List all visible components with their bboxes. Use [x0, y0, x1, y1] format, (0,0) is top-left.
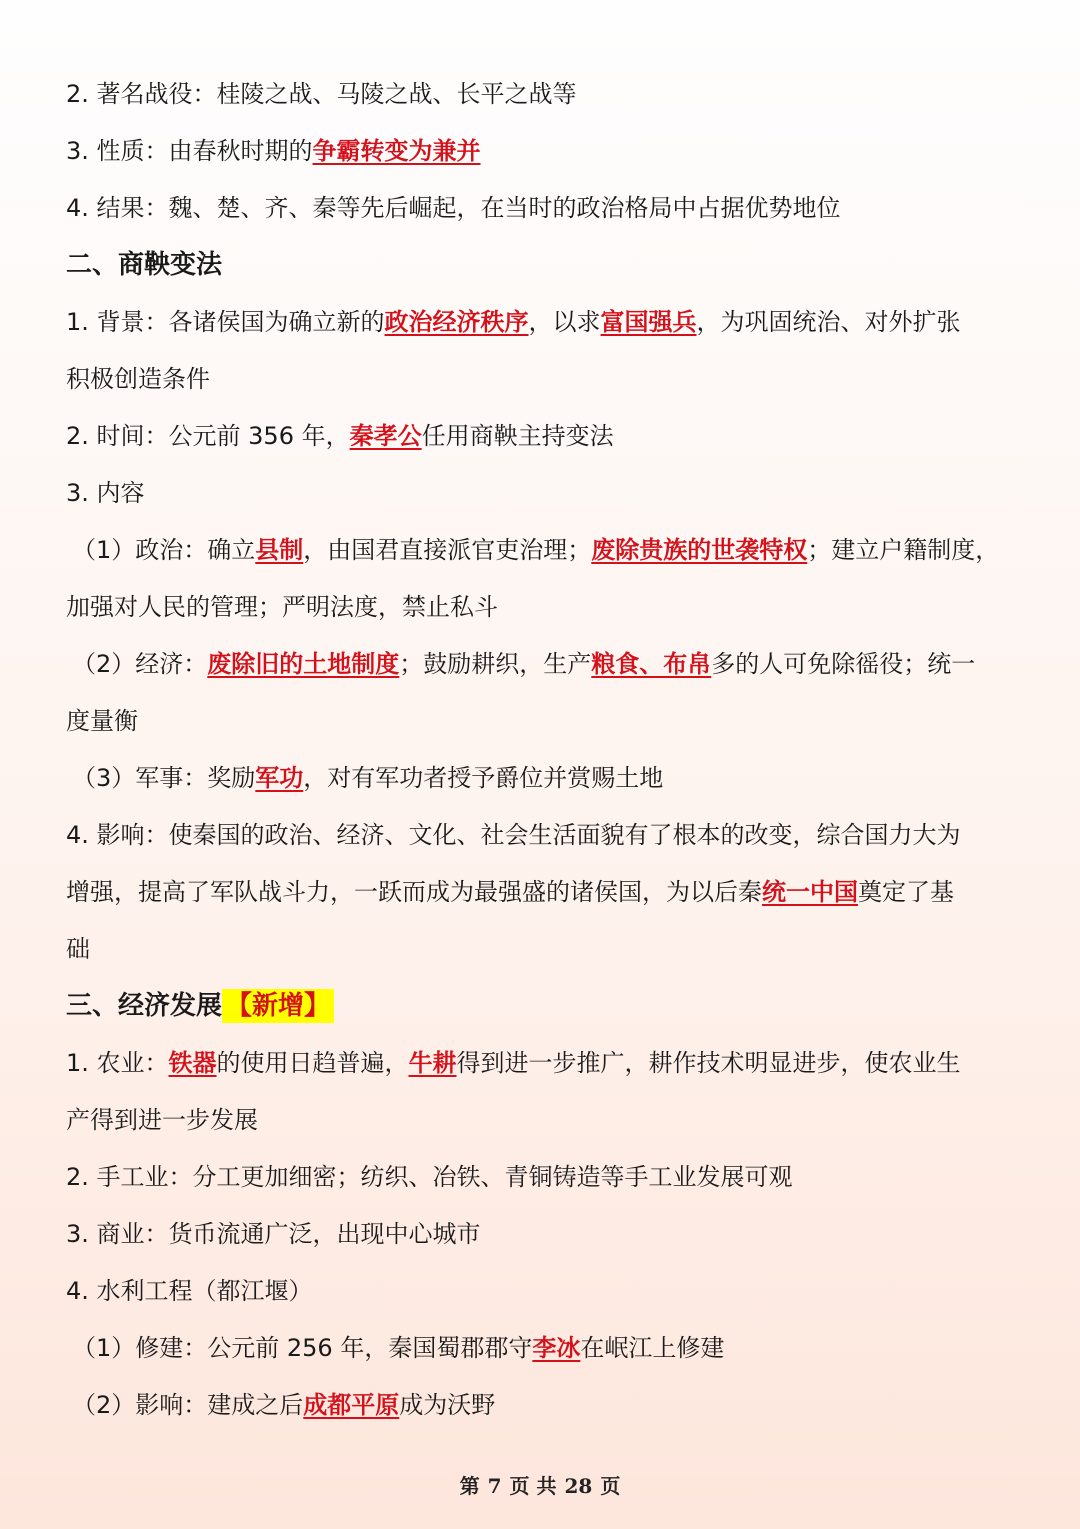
key-term: 李冰	[532, 1334, 581, 1362]
page-total: 28	[564, 1474, 593, 1498]
text-line: 4. 影响：使秦国的政治、经济、文化、社会生活面貌有了根本的改变，综合国力大为	[66, 821, 961, 849]
text-line: 2. 手工业：分工更加细密；纺织、冶铁、青铜铸造等手工业发展可观	[66, 1163, 793, 1191]
text-line: （2）经济：废除旧的土地制度；鼓励耕织，生产粮食、布帛多的人可免除徭役；统一	[72, 650, 976, 678]
text-line: 增强，提高了军队战斗力，一跃而成为最强盛的诸侯国，为以后秦统一中国奠定了基	[66, 878, 954, 906]
key-term: 废除旧的土地制度	[207, 650, 400, 678]
text-line: 3. 商业：货币流通广泛，出现中心城市	[66, 1220, 481, 1248]
text-line: 积极创造条件	[66, 365, 210, 393]
page-number: 7	[487, 1474, 502, 1498]
text-line: （1）修建：公元前 256 年，秦国蜀郡郡守李冰在岷江上修建	[72, 1334, 725, 1362]
key-term: 铁器	[168, 1049, 217, 1077]
key-term: 统一中国	[762, 878, 858, 906]
text-line: 4. 结果：魏、楚、齐、秦等先后崛起，在当时的政治格局中占据优势地位	[66, 194, 841, 222]
text-line: 度量衡	[66, 707, 138, 735]
text-line: 产得到进一步发展	[66, 1106, 258, 1134]
text-line: 2. 著名战役：桂陵之战、马陵之战、长平之战等	[66, 80, 577, 108]
key-term: 废除贵族的世袭特权	[591, 536, 808, 564]
text-line: 4. 水利工程（都江堰）	[66, 1277, 313, 1305]
page-footer: 第 7 页 共 28 页	[459, 1474, 621, 1498]
key-term: 县制	[255, 536, 304, 564]
key-term: 牛耕	[408, 1049, 457, 1077]
key-term: 粮食、布帛	[591, 650, 712, 678]
text-line: 3. 内容	[66, 479, 145, 507]
text-line: （1）政治：确立县制，由国君直接派官吏治理；废除贵族的世袭特权；建立户籍制度，	[72, 536, 1000, 564]
section-heading: 三、经济发展 【新增】	[66, 978, 1016, 1035]
key-term: 成都平原	[303, 1391, 400, 1419]
section-heading: 二、商鞅变法	[66, 250, 223, 280]
key-term: 争霸转变为兼并	[312, 137, 481, 165]
text-line: 2. 时间：公元前 356 年，秦孝公任用商鞅主持变法	[66, 422, 614, 450]
text-line: 1. 农业：铁器的使用日趋普遍，牛耕得到进一步推广，耕作技术明显进步，使农业生	[66, 1049, 961, 1077]
key-term: 秦孝公	[349, 422, 422, 450]
key-term: 富国强兵	[600, 308, 697, 336]
key-term: 政治经济秩序	[384, 308, 529, 336]
new-badge: 【新增】	[222, 989, 334, 1023]
document-body	[66, 66, 1016, 1434]
text-line: 加强对人民的管理；严明法度，禁止私斗	[66, 593, 498, 621]
key-term: 军功	[255, 764, 304, 792]
text-line: （2）影响：建成之后成都平原成为沃野	[72, 1391, 496, 1419]
text-line: （3）军事：奖励军功，对有军功者授予爵位并赏赐土地	[72, 764, 664, 792]
text-line: 础	[66, 935, 90, 963]
text-line: 3. 性质：由春秋时期的争霸转变为兼并	[66, 137, 481, 165]
text-line: 1. 背景：各诸侯国为确立新的政治经济秩序，以求富国强兵，为巩固统治、对外扩张	[66, 308, 961, 336]
